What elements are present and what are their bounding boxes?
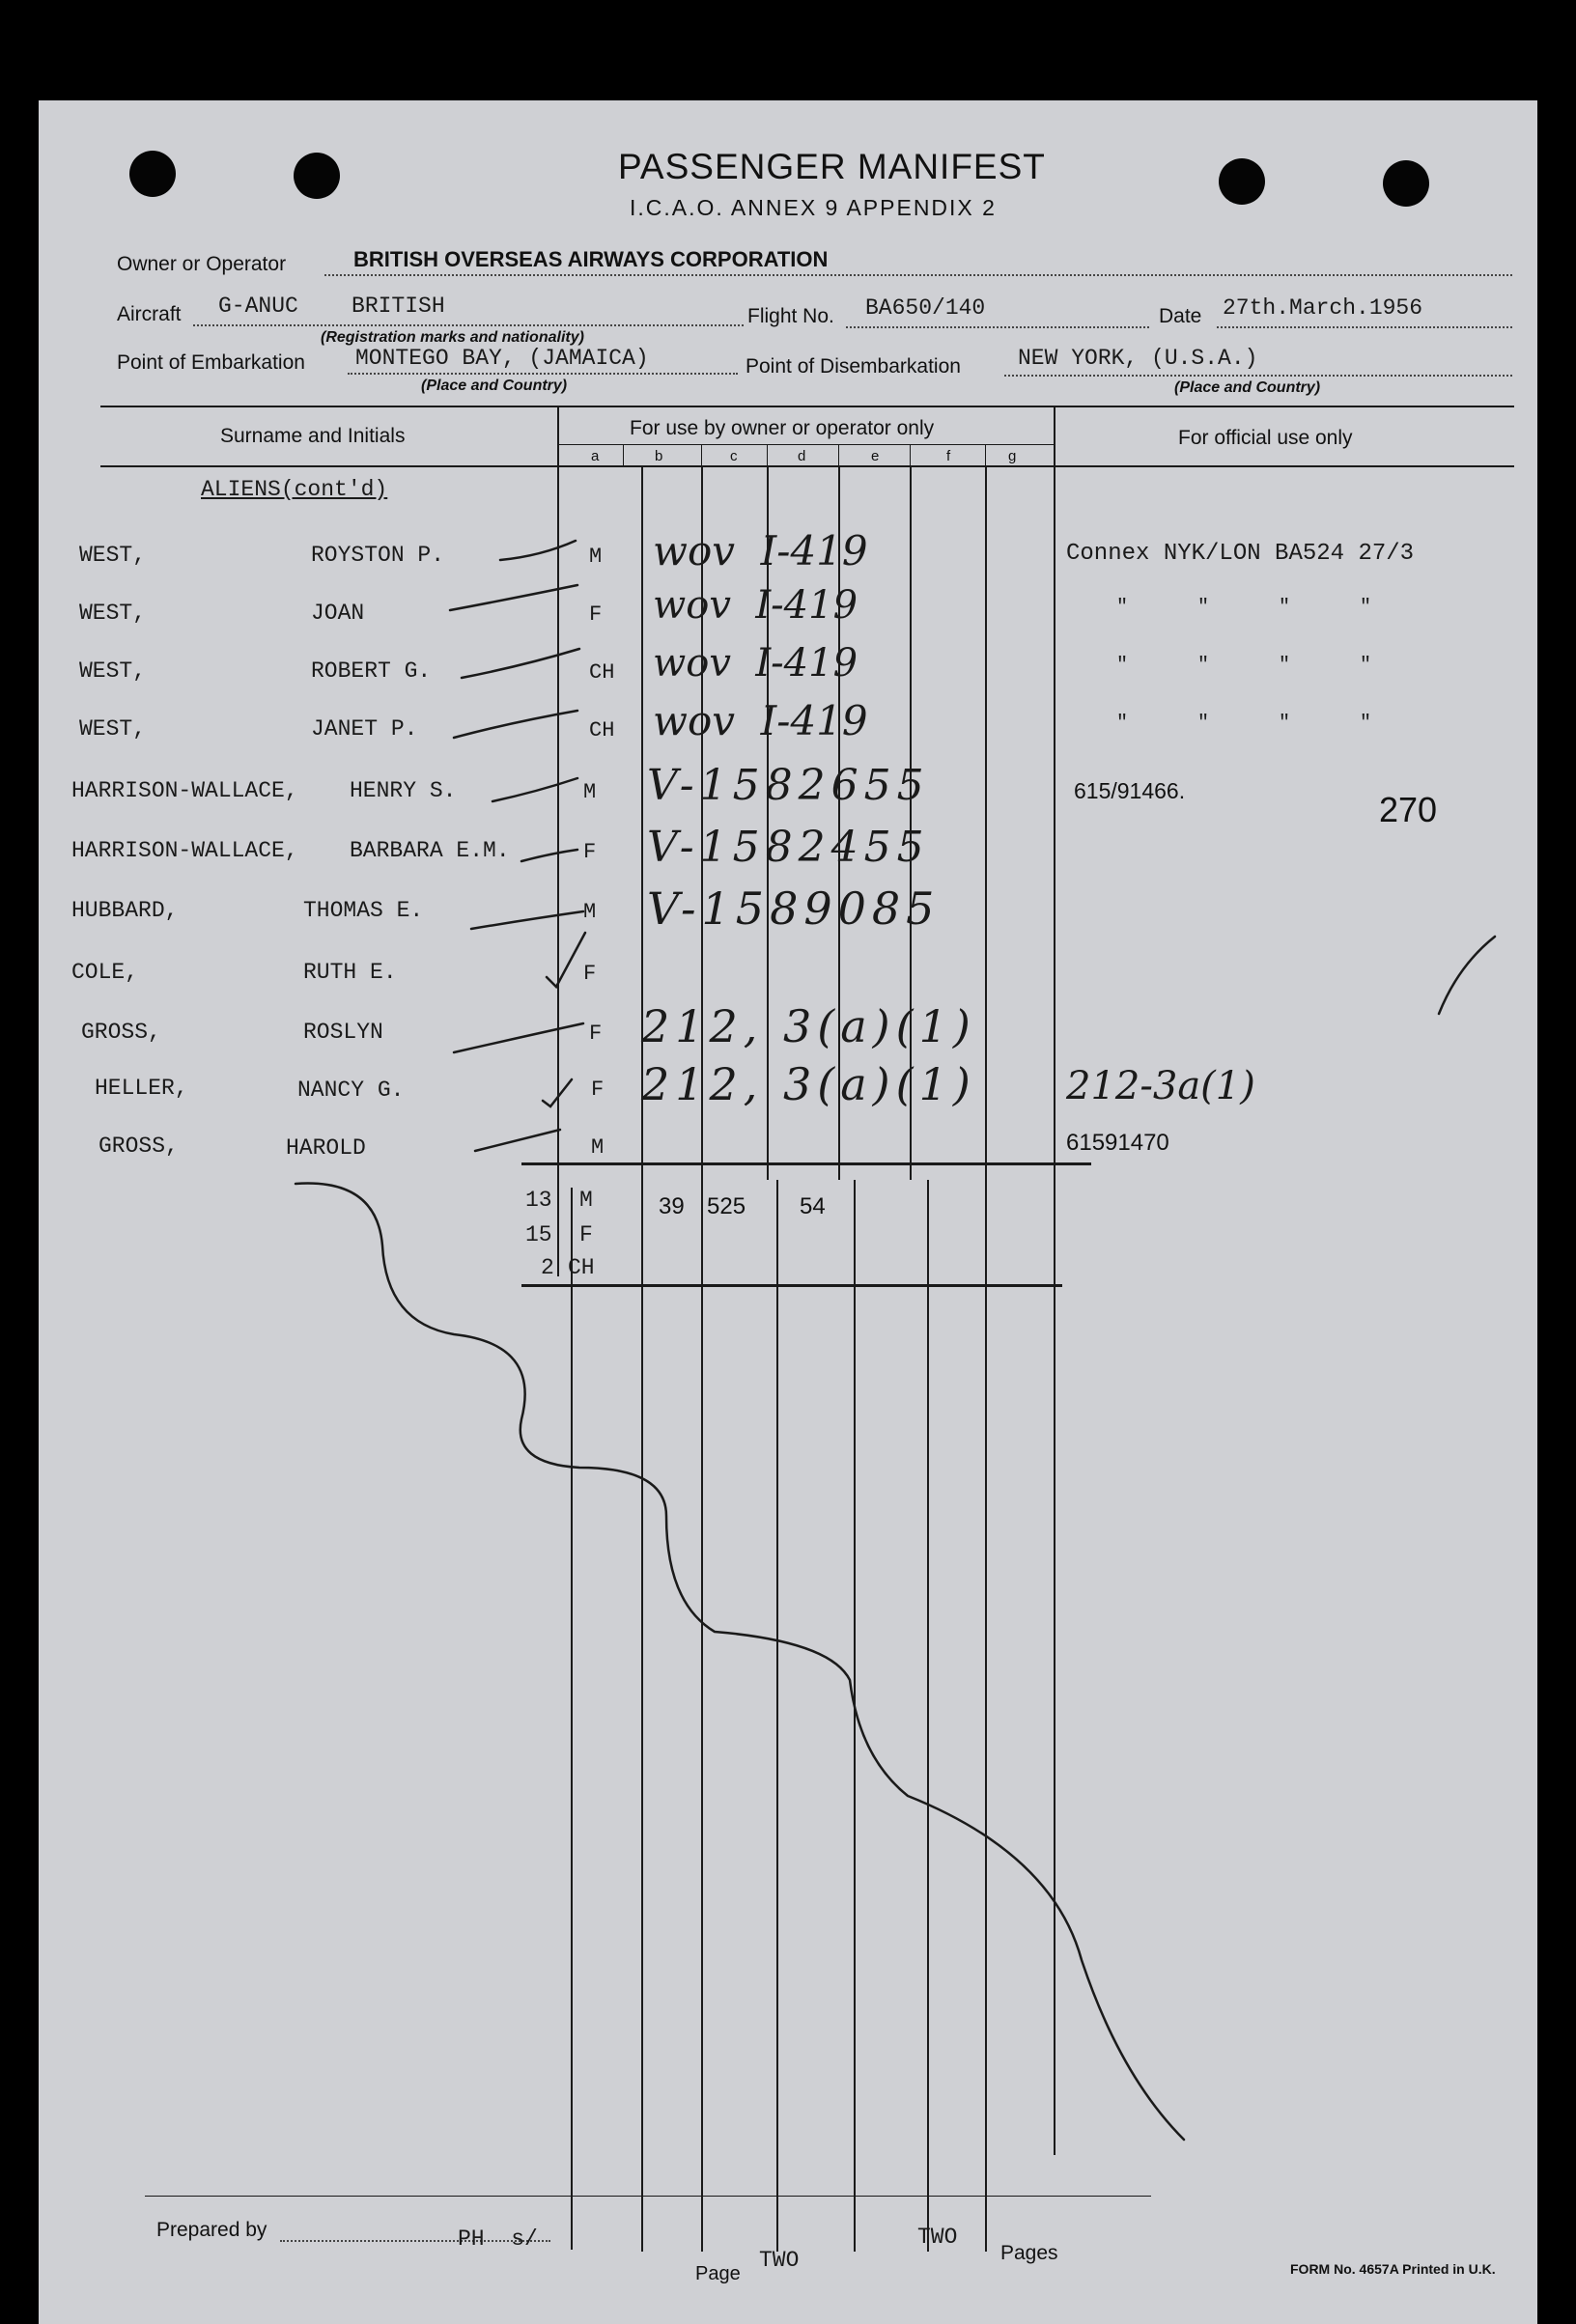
initials: RUTH E. — [303, 960, 397, 985]
total-code: M — [579, 1188, 593, 1213]
strikeout-stroke — [450, 585, 577, 610]
handwritten-entry: 212, 3(a)(1) — [641, 1000, 976, 1052]
sex-code: F — [589, 1022, 603, 1046]
prepared-by-label: Prepared by — [156, 2219, 267, 2241]
subcolumn-c: c — [730, 448, 738, 464]
initials: ROYSTON P. — [311, 543, 445, 568]
total-count: 15 — [525, 1222, 552, 1247]
column-header-owner: For use by owner or operator only — [630, 417, 935, 439]
subcolumn-a: a — [591, 448, 600, 464]
strikeout-stroke — [454, 711, 577, 738]
initials: HAROLD — [286, 1135, 366, 1161]
margin-arc — [1439, 937, 1495, 1014]
owner-label: Owner or Operator — [117, 253, 287, 275]
official-note: " " " " — [1116, 713, 1372, 735]
handwritten-entry: wov I-419 — [653, 527, 868, 574]
total-count: 2 — [541, 1255, 554, 1280]
sex-code: F — [583, 962, 597, 986]
column-header-official: For official use only — [1178, 427, 1353, 449]
initials: NANCY G. — [297, 1078, 405, 1103]
sex-code: CH — [589, 718, 615, 742]
handwritten-entry: 212, 3(a)(1) — [641, 1058, 976, 1110]
pages-value: TWO — [917, 2225, 958, 2250]
disembarkation-value: NEW YORK, (U.S.A.) — [1018, 346, 1258, 371]
aircraft-label: Aircraft — [117, 303, 182, 325]
official-note: 61591470 — [1066, 1130, 1169, 1156]
surname: HARRISON-WALLACE, — [71, 838, 298, 863]
official-note: Connex NYK/LON BA524 27/3 — [1066, 541, 1415, 567]
document-title: PASSENGER MANIFEST — [618, 147, 1046, 186]
initials: HENRY S. — [350, 778, 457, 803]
sex-code: F — [589, 602, 603, 627]
official-note: " " " " — [1116, 597, 1372, 619]
checkmark-stroke — [543, 1079, 572, 1106]
total-code: F — [579, 1222, 593, 1247]
surname: WEST, — [79, 658, 147, 684]
embarkation-label: Point of Embarkation — [117, 351, 305, 374]
handwritten-entry: wov I-419 — [653, 641, 858, 686]
initials: JOAN — [311, 601, 365, 626]
total-b: 39 — [659, 1193, 685, 1219]
column-header-surname: Surname and Initials — [220, 425, 406, 447]
subcolumn-d: d — [798, 448, 806, 464]
surname: GROSS, — [98, 1134, 179, 1159]
handwritten-entry: V-1582655 — [647, 761, 930, 810]
page-label: Page — [695, 2263, 741, 2284]
sex-code: M — [591, 1135, 605, 1160]
date-value: 27th.March.1956 — [1223, 295, 1423, 321]
checkmark-stroke — [547, 933, 585, 987]
embarkation-value: MONTEGO BAY, (JAMAICA) — [355, 346, 649, 371]
initials: JANET P. — [311, 716, 418, 742]
surname: HUBBARD, — [71, 898, 179, 923]
aircraft-value: G-ANUC BRITISH — [218, 294, 445, 319]
subcolumn-f: f — [946, 448, 951, 464]
sex-code: M — [583, 780, 597, 804]
strikeout-stroke — [475, 1130, 560, 1151]
page-value: TWO — [759, 2248, 800, 2273]
total-d: 54 — [800, 1193, 826, 1219]
surname: HELLER, — [95, 1076, 188, 1101]
strikeout-stroke — [521, 850, 577, 861]
section-label: ALIENS(cont'd) — [201, 477, 388, 502]
sex-code: F — [583, 840, 597, 864]
strikeout-stroke — [492, 778, 577, 801]
prepared-by-value: PH s/ — [458, 2226, 538, 2252]
flight-value: BA650/140 — [865, 295, 986, 321]
form-number: FORM No. 4657A Printed in U.K. — [1290, 2261, 1496, 2277]
surname: HARRISON-WALLACE, — [71, 778, 298, 803]
strikeout-stroke — [462, 649, 579, 678]
handwritten-entry: V-1589085 — [647, 882, 941, 935]
subcolumn-b: b — [655, 448, 663, 464]
owner-value: BRITISH OVERSEAS AIRWAYS CORPORATION — [353, 247, 829, 271]
surname: COLE, — [71, 960, 139, 985]
sex-code: M — [583, 900, 597, 924]
sex-code: M — [589, 545, 603, 569]
surname: GROSS, — [81, 1020, 161, 1045]
sex-code: F — [591, 1078, 605, 1102]
total-count: 13 — [525, 1188, 552, 1213]
subcolumn-g: g — [1008, 448, 1017, 464]
official-note: 212-3a(1) — [1066, 1064, 1255, 1108]
strikeout-stroke — [471, 911, 583, 929]
document-subtitle: I.C.A.O. ANNEX 9 APPENDIX 2 — [630, 195, 997, 220]
handwritten-entry: wov I-419 — [653, 583, 858, 628]
page-stamp-number: 270 — [1379, 790, 1438, 829]
initials: THOMAS E. — [303, 898, 424, 923]
registration-note: (Registration marks and nationality) — [321, 329, 584, 346]
official-note: " " " " — [1116, 655, 1372, 677]
total-code: CH — [568, 1255, 595, 1280]
flight-label: Flight No. — [747, 305, 834, 327]
initials: ROBERT G. — [311, 658, 432, 684]
strikeout-stroke — [454, 1023, 583, 1052]
surname: WEST, — [79, 716, 147, 742]
total-c: 525 — [707, 1193, 746, 1219]
pages-label: Pages — [1000, 2242, 1058, 2264]
initials: BARBARA E.M. — [350, 838, 510, 863]
handwritten-entry: wov I-419 — [653, 697, 868, 744]
official-note: 615/91466. — [1074, 778, 1186, 803]
embarkation-note: (Place and Country) — [421, 378, 568, 394]
surname: WEST, — [79, 543, 147, 568]
disembarkation-note: (Place and Country) — [1174, 379, 1321, 396]
pen-flourish — [296, 1184, 1184, 2140]
surname: WEST, — [79, 601, 147, 626]
disembarkation-label: Point of Disembarkation — [746, 355, 961, 378]
handwritten-entry: V-1582455 — [647, 823, 930, 872]
sex-code: CH — [589, 660, 615, 685]
strikeout-stroke — [500, 541, 576, 560]
subcolumn-e: e — [871, 448, 880, 464]
initials: ROSLYN — [303, 1020, 383, 1045]
date-label: Date — [1159, 305, 1202, 327]
